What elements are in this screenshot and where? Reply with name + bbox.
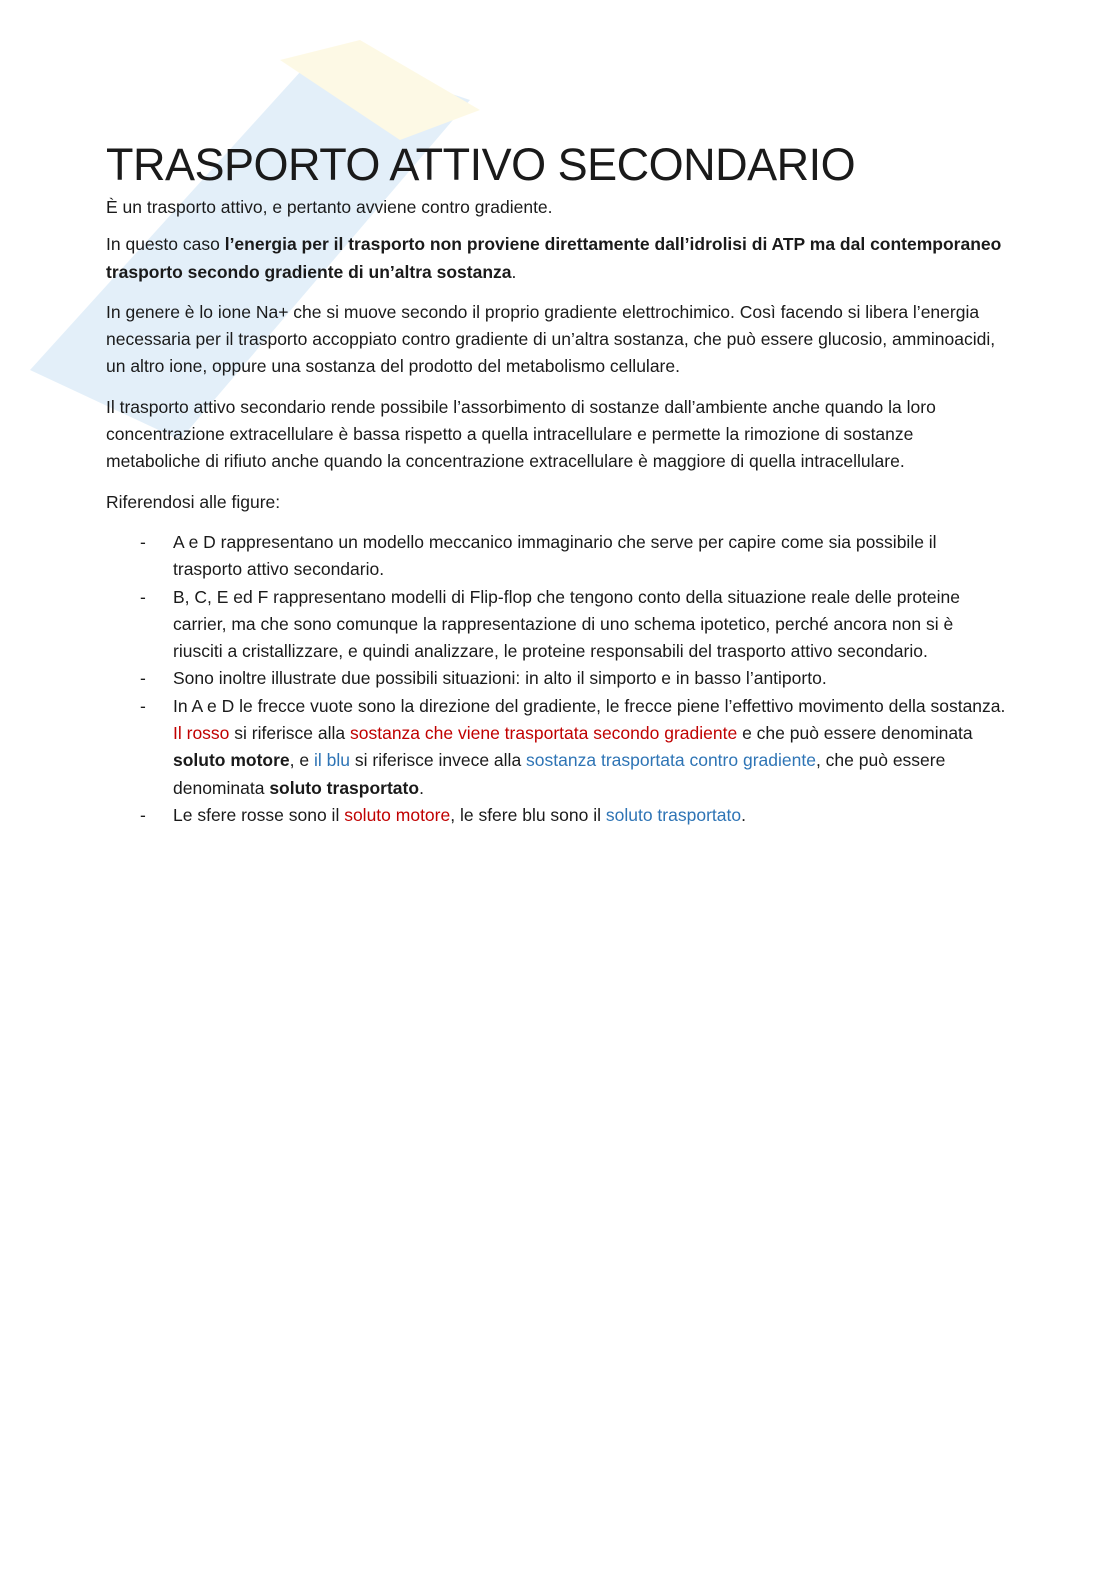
list-item: [106, 584, 1006, 666]
list-item: [106, 529, 1006, 584]
energy-paragraph: [106, 231, 1006, 286]
list-dash: -: [140, 586, 146, 607]
list-item-text: In A e D le frecce vuote sono la direzione del gradiente, le frecce piene l’effettivo movimento della sostanza.: [173, 695, 1006, 716]
list-item-text: Sono inoltre illustrate due possibili situazioni: in alto il simporto e in basso l’antiporto.: [173, 668, 827, 689]
transported-solute-term: soluto trasportato: [269, 777, 420, 798]
energy-paragraph-end: .: [511, 261, 517, 282]
energy-paragraph-bold: l’energia per il trasporto non proviene direttamente dall’idrolisi di ATP ma dal contemporaneo trasporto secondo gradiente di un’altra sostanza: [106, 234, 1002, 282]
text-run: , che può essere denominata: [173, 750, 946, 798]
intro-paragraph: È un trasporto attivo, e pertanto avviene contro gradiente.: [106, 197, 553, 217]
figures-intro: Riferendosi alle figure:: [106, 491, 281, 512]
sodium-paragraph: In genere è lo ione Na+ che si muove secondo il proprio gradiente elettrochimico. Così facendo si libera l’energia necessaria per il trasporto accoppiato contro gradiente di un’altra sostanza, che può essere glucosio, amminoacidi, un altro ione, oppure una sostanza del prodotto del metabolismo cellulare.: [106, 301, 996, 377]
text-run: Le sfere rosse sono il: [173, 804, 345, 825]
list-dash: -: [140, 695, 146, 716]
text-run: , le sfere blu sono il: [450, 804, 606, 825]
blue-label: il blu: [314, 750, 350, 771]
list-item-text: B, C, E ed F rappresentano modelli di Flip-flop che tengono conto della situazione reale delle proteine carrier, ma che sono comunque la rappresentazione di uno schema ipotetico, perché ancora non si è riusciti a cristallizzare, e quindi analizzare, le proteine responsabili del trasporto attivo secondario.: [173, 586, 961, 662]
figures-list: [106, 529, 1006, 829]
list-dash: -: [140, 531, 146, 552]
text-run: e che può essere denominata: [737, 723, 973, 744]
list-dash: -: [140, 804, 146, 825]
list-item: [106, 802, 1006, 829]
list-item-text: A e D rappresentano un modello meccanico immaginario che serve per capire come sia possibile il trasporto attivo secondario.: [173, 531, 937, 580]
text-run: , e: [289, 750, 314, 771]
page-title: TRASPORTO ATTIVO SECONDARIO: [106, 139, 856, 190]
motor-solute-term: soluto motore: [173, 750, 290, 771]
list-item: [106, 693, 1006, 802]
red-definition: sostanza che viene trasportata secondo gradiente: [350, 723, 738, 744]
text-run: .: [419, 777, 424, 798]
red-spheres-term: soluto motore: [344, 804, 451, 825]
text-run: .: [741, 804, 746, 825]
text-run: si riferisce invece alla: [350, 750, 527, 771]
document-page: [106, 138, 1006, 829]
red-label: Il rosso: [173, 723, 230, 744]
list-item: [106, 665, 1006, 692]
blue-spheres-term: soluto trasportato: [605, 804, 742, 825]
absorption-paragraph: Il trasporto attivo secondario rende possibile l’assorbimento di sostanze dall’ambiente anche quando la loro concentrazione extracellulare è bassa rispetto a quella intracellulare e permette la rimozione di sostanze metaboliche di rifiuto anche quando la concentrazione extracellulare è maggiore di quella intracellulare.: [106, 396, 936, 472]
text-run: si riferisce alla: [229, 723, 350, 744]
list-dash: -: [140, 668, 146, 689]
blue-definition: sostanza trasportata contro gradiente: [526, 750, 816, 771]
energy-paragraph-start: In questo caso: [106, 234, 225, 255]
